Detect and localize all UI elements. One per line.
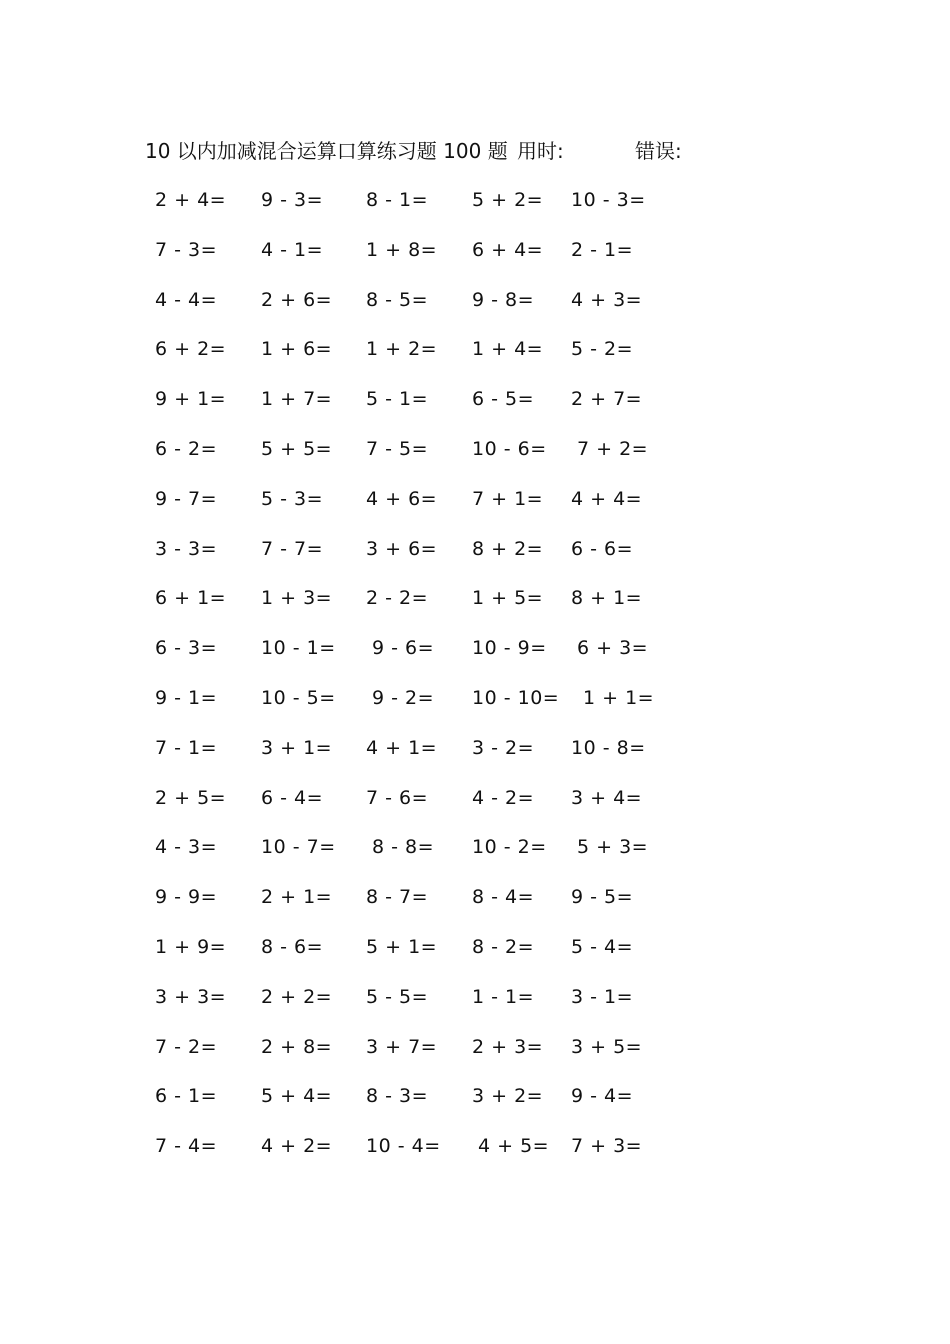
problem-item: 9 - 4= xyxy=(571,1085,634,1108)
problem-item: 6 - 1= xyxy=(155,1085,218,1108)
problem-row xyxy=(150,733,690,783)
problem-row xyxy=(150,1032,690,1082)
problem-row xyxy=(150,982,690,1032)
problem-item: 10 - 10= xyxy=(472,686,560,709)
problem-item: 3 - 1= xyxy=(571,985,634,1008)
problem-row xyxy=(150,434,690,484)
problem-row xyxy=(150,783,690,833)
problem-item: 1 + 5= xyxy=(472,587,544,610)
problem-row xyxy=(150,1081,690,1131)
problem-item: 4 + 1= xyxy=(366,736,438,759)
problem-item: 4 - 4= xyxy=(155,288,218,311)
errors-label: 错误: xyxy=(635,139,682,163)
problem-item: 1 + 9= xyxy=(155,935,227,958)
problem-item: 9 - 6= xyxy=(372,637,435,660)
problem-item: 1 + 1= xyxy=(583,686,655,709)
problem-item: 5 + 1= xyxy=(366,935,438,958)
problem-item: 7 - 3= xyxy=(155,238,218,261)
problem-row xyxy=(150,832,690,882)
problem-item: 1 + 7= xyxy=(261,388,333,411)
problem-item: 7 - 2= xyxy=(155,1035,218,1058)
problem-item: 10 - 3= xyxy=(571,189,646,211)
problem-row xyxy=(150,185,690,235)
problem-item: 4 + 3= xyxy=(571,288,643,311)
problem-item: 8 - 1= xyxy=(366,189,429,211)
problem-item: 7 - 6= xyxy=(366,786,429,809)
problem-item: 6 - 5= xyxy=(472,388,535,411)
problem-item: 8 - 4= xyxy=(472,886,535,909)
problem-item: 6 + 1= xyxy=(155,587,227,610)
problem-row xyxy=(150,882,690,932)
problem-item: 3 + 4= xyxy=(571,786,643,809)
problem-item: 2 + 5= xyxy=(155,786,227,809)
problem-item: 6 + 3= xyxy=(577,637,649,660)
problem-item: 2 - 2= xyxy=(366,587,429,610)
problem-item: 2 + 3= xyxy=(472,1035,544,1058)
problem-item: 9 - 3= xyxy=(261,189,324,211)
problem-item: 4 - 3= xyxy=(155,836,218,859)
problem-item: 5 - 2= xyxy=(571,338,634,361)
problem-item: 9 - 5= xyxy=(571,886,634,909)
problem-item: 7 - 5= xyxy=(366,437,429,460)
problem-row xyxy=(150,583,690,633)
problem-row xyxy=(150,534,690,584)
problem-item: 4 - 1= xyxy=(261,238,324,261)
problem-item: 9 - 1= xyxy=(155,686,218,709)
problem-item: 8 - 6= xyxy=(261,935,324,958)
problem-item: 9 - 8= xyxy=(472,288,535,311)
problem-item: 5 + 2= xyxy=(472,189,544,211)
problem-item: 3 + 3= xyxy=(155,985,227,1008)
problem-item: 10 - 8= xyxy=(571,736,646,759)
problem-item: 7 + 3= xyxy=(571,1135,643,1158)
problem-item: 10 - 9= xyxy=(472,637,547,660)
problem-item: 5 - 1= xyxy=(366,388,429,411)
problem-item: 1 + 3= xyxy=(261,587,333,610)
problem-row xyxy=(150,384,690,434)
problem-row xyxy=(150,235,690,285)
problem-item: 2 + 6= xyxy=(261,288,333,311)
problem-item: 8 - 8= xyxy=(372,836,435,859)
problem-item: 8 - 7= xyxy=(366,886,429,909)
problem-item: 7 + 1= xyxy=(472,487,544,510)
problem-item: 10 - 5= xyxy=(261,686,336,709)
problem-item: 3 + 7= xyxy=(366,1035,438,1058)
problem-item: 5 - 4= xyxy=(571,935,634,958)
problem-item: 8 - 5= xyxy=(366,288,429,311)
problem-item: 9 - 9= xyxy=(155,886,218,909)
problem-item: 9 + 1= xyxy=(155,388,227,411)
problem-item: 6 - 4= xyxy=(261,786,324,809)
problem-row xyxy=(150,334,690,384)
problem-item: 2 + 7= xyxy=(571,388,643,411)
problem-item: 5 - 3= xyxy=(261,487,324,510)
problem-item: 10 - 1= xyxy=(261,637,336,660)
problem-item: 3 + 5= xyxy=(571,1035,643,1058)
problem-item: 2 - 1= xyxy=(571,238,634,261)
problem-item: 3 + 2= xyxy=(472,1085,544,1108)
worksheet-title: 10 以内加减混合运算口算练习题 100 题 xyxy=(145,139,508,163)
problem-item: 9 - 7= xyxy=(155,487,218,510)
problem-item: 1 + 8= xyxy=(366,238,438,261)
problem-item: 4 - 2= xyxy=(472,786,535,809)
problem-row xyxy=(150,633,690,683)
problem-item: 9 - 2= xyxy=(372,686,435,709)
problem-item: 5 + 3= xyxy=(577,836,649,859)
problem-item: 7 - 7= xyxy=(261,537,324,560)
problem-row xyxy=(150,484,690,534)
problem-grid xyxy=(150,185,690,1181)
problem-item: 8 + 1= xyxy=(571,587,643,610)
problem-item: 10 - 6= xyxy=(472,437,547,460)
problem-item: 6 - 6= xyxy=(571,537,634,560)
problem-item: 1 + 4= xyxy=(472,338,544,361)
problem-item: 4 + 4= xyxy=(571,487,643,510)
problem-item: 3 - 3= xyxy=(155,537,218,560)
problem-item: 2 + 8= xyxy=(261,1035,333,1058)
problem-item: 5 - 5= xyxy=(366,985,429,1008)
problem-item: 8 - 3= xyxy=(366,1085,429,1108)
problem-item: 6 + 4= xyxy=(472,238,544,261)
problem-item: 1 - 1= xyxy=(472,985,535,1008)
problem-item: 3 + 6= xyxy=(366,537,438,560)
problem-item: 2 + 2= xyxy=(261,985,333,1008)
problem-item: 6 - 3= xyxy=(155,637,218,660)
problem-item: 2 + 1= xyxy=(261,886,333,909)
problem-item: 8 - 2= xyxy=(472,935,535,958)
problem-item: 2 + 4= xyxy=(155,189,227,211)
problem-row xyxy=(150,683,690,733)
problem-item: 6 + 2= xyxy=(155,338,227,361)
problem-item: 3 + 1= xyxy=(261,736,333,759)
problem-item: 1 + 2= xyxy=(366,338,438,361)
problem-item: 10 - 2= xyxy=(472,836,547,859)
problem-row xyxy=(150,1131,690,1181)
problem-item: 7 - 4= xyxy=(155,1135,218,1158)
problem-row xyxy=(150,285,690,335)
problem-item: 7 + 2= xyxy=(577,437,649,460)
problem-item: 5 + 5= xyxy=(261,437,333,460)
problem-item: 4 + 5= xyxy=(478,1135,550,1158)
problem-item: 3 - 2= xyxy=(472,736,535,759)
time-used-label: 用时: xyxy=(517,139,564,163)
problem-item: 5 + 4= xyxy=(261,1085,333,1108)
problem-item: 1 + 6= xyxy=(261,338,333,361)
problem-row xyxy=(150,932,690,982)
problem-item: 10 - 4= xyxy=(366,1135,441,1158)
problem-item: 4 + 2= xyxy=(261,1135,333,1158)
problem-item: 10 - 7= xyxy=(261,836,336,859)
problem-item: 4 + 6= xyxy=(366,487,438,510)
problem-item: 8 + 2= xyxy=(472,537,544,560)
problem-item: 7 - 1= xyxy=(155,736,218,759)
problem-item: 6 - 2= xyxy=(155,437,218,460)
